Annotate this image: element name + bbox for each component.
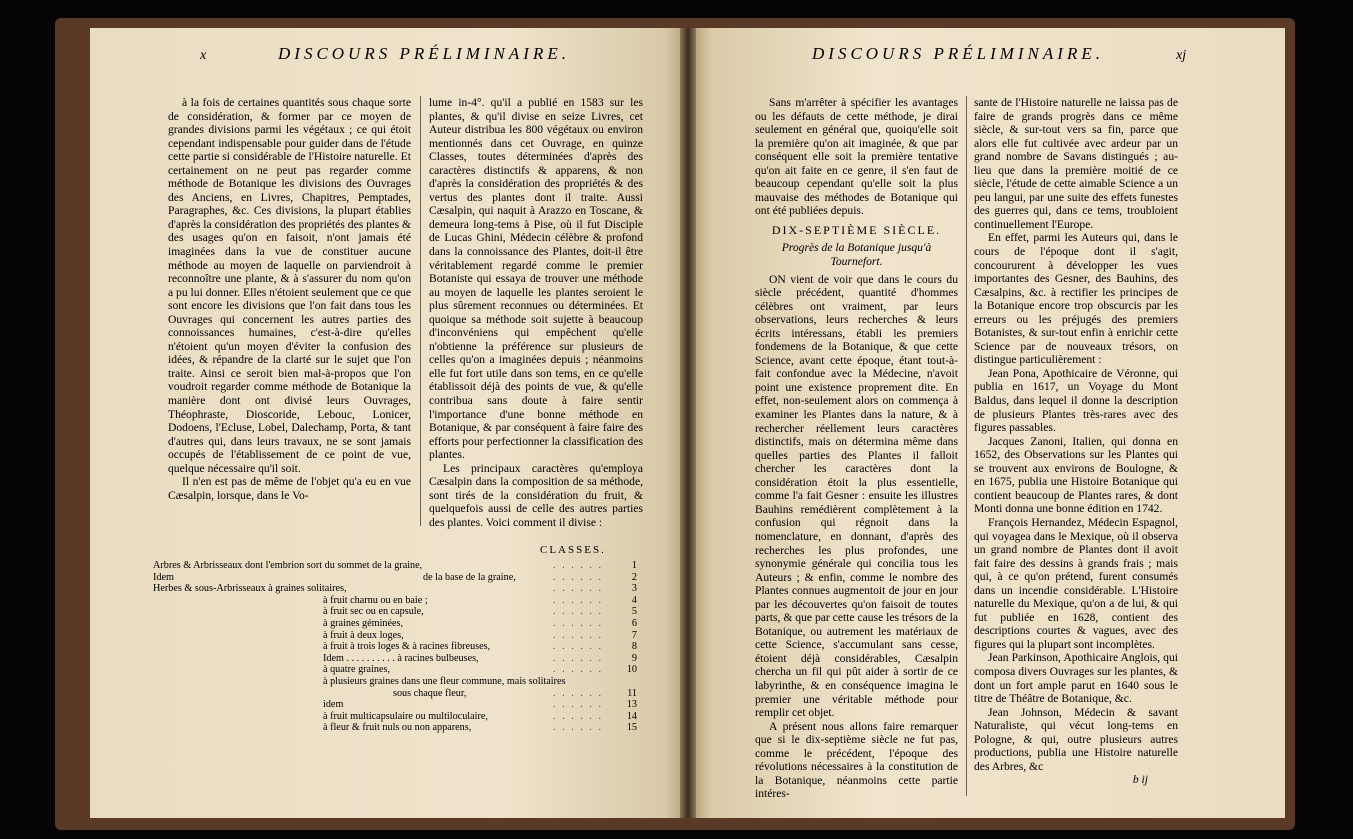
table-row-class-number: 14 bbox=[626, 710, 637, 722]
table-row-description: à fruit à deux loges, bbox=[323, 629, 404, 641]
table-row-lead: Herbes & sous-Arbrisseaux à graines solitaires, bbox=[153, 583, 347, 595]
table-row-class-number: 10 bbox=[626, 664, 637, 676]
right-col2-paragraph-6: Jean Parkinson, Apothicaire Anglois, qui composa divers Ouvrages sur les plantes, & dont un fort ample parut en 1640 sous le titre de Théâtre de Botanique, &c. bbox=[974, 651, 1178, 706]
signature-mark: b ij bbox=[1132, 773, 1148, 787]
table-row-class-number: 9 bbox=[631, 652, 637, 664]
table-row-class-number: 2 bbox=[631, 571, 637, 583]
table-row-description: sous chaque fleur, bbox=[393, 687, 467, 699]
table-row-class-number: 8 bbox=[631, 641, 637, 653]
right-running-head: DISCOURS PRÉLIMINAIRE. bbox=[812, 44, 1104, 63]
table-row-class-number: 3 bbox=[631, 583, 637, 595]
table-row bbox=[153, 641, 643, 653]
right-folio: xj bbox=[1176, 48, 1187, 63]
table-row-leader-dots: . . . . . . bbox=[553, 710, 604, 722]
left-col1-paragraph-2: Il n'en est pas de même de l'objet qu'a eu en vue Cæsalpin, lorsque, dans le Vo- bbox=[168, 475, 411, 502]
table-row bbox=[153, 699, 643, 711]
right-col2-paragraph-1: sante de l'Histoire naturelle ne laissa pas de faire de grands progrès dans ce même siècle, & sur-tout vers sa fin, parce que alors elle fut cultivée avec ardeur par un grand nombre de Savans distingués ; au-lieu que dans la première moitié de ce siècle, l'étude de cette aimable Science a un peu langui, par une suite des effets funestes des guerres qui, dans ce tems, troubloient continuellement l'Europe. bbox=[974, 96, 1178, 231]
table-row-lead: Arbres & Arbrisseaux dont l'embrion sort du sommet de la graine, bbox=[153, 560, 423, 571]
table-row bbox=[153, 722, 643, 734]
table-row-leader-dots: . . . . . . bbox=[553, 629, 604, 641]
table-row-class-number: 1 bbox=[631, 560, 637, 571]
table-row-leader-dots: . . . . . . bbox=[553, 699, 604, 711]
table-row-description: à graines géminées, bbox=[323, 617, 404, 629]
table-row bbox=[153, 664, 643, 676]
table-row bbox=[153, 711, 643, 723]
table-row bbox=[153, 688, 643, 700]
table-row-description: à fleur & fruit nuls ou non apparens, bbox=[323, 722, 472, 734]
left-column-1 bbox=[168, 96, 411, 502]
right-col1-intro: Sans m'arrêter à spécifier les avantages ou les défauts de cette méthode, je dirai seulement en général que, quoiqu'elle soit la première qu'on ait imaginée, & que par conséquent elle soit la première tentative qu'on ait faite en ce genre, il s'en faut de beaucoup cependant qu'elle soit la plus mauvaise des méthodes de Botanique qui ont été publiées depuis. bbox=[755, 96, 958, 218]
table-row-description: à fruit charnu ou en baie ; bbox=[323, 594, 428, 606]
table-row-leader-dots: . . . . . . bbox=[553, 652, 604, 664]
table-row-description: Idem . . . . . . . . . . à racines bulbeuses, bbox=[323, 652, 479, 664]
table-row bbox=[153, 560, 643, 572]
table-row bbox=[153, 676, 643, 688]
table-row bbox=[153, 630, 643, 642]
table-row-leader-dots: . . . . . . bbox=[553, 571, 604, 583]
table-row-class-number: 11 bbox=[627, 687, 637, 699]
table-row-leader-dots: . . . . . . bbox=[553, 583, 604, 595]
table-row-lead: Idem bbox=[153, 571, 174, 583]
table-row-leader-dots: . . . . . . bbox=[553, 722, 604, 734]
right-col1-paragraph-1: ON vient de voir que dans le cours du siècle précédent, quantité d'hommes célèbres ont vraiment, par leurs observations, leurs recherches & leurs écrits intéressans, établi les premiers fondemens de la Botanique, & que cette Science, avant cette époque, étant tout-à-fait confondue avec la Médecine, n'avoit point une existence proprement dite. En effet, non-seulement alors on commença à examiner les Plantes dans la nature, & à rechercher réellement leurs caractères distinctifs, mais on détermina même dans quelles parties des Plantes il falloit chercher les caractères dont la considération étoit la plus essentielle, comme l'a fait Gesner : ensuite les illustres Bauhins remédièrent complètement à la confusion qui régnoit dans la nomenclature, en donnant, d'après des recherches les plus profondes, une synonymie générale qui concilia tous les Auteurs ; & enfin, comme le nombre des Plantes connues augmentoit de jour en jour par les découvertes qu'on faisoit de toutes parts, & que par cette cause les trésors de la Botanique, ou autrement les matériaux de cette Science, s'accumulant sans cesse, étoient déjà considérables, Cæsalpin chercha un fil qui pût aider à sortir de ce labyrinthe, & en conséquence imagina le premier une véritable méthode pour remplir cet objet. bbox=[755, 272, 958, 720]
table-row bbox=[153, 595, 643, 607]
table-row bbox=[153, 583, 643, 595]
right-col2-paragraph-5: François Hernandez, Médecin Espagnol, qui voyagea dans le Mexique, où il observa un grand nombre de Plantes dont il avoit fait faire des dessins à grands frais ; mais qui, à ce qu'on prétend, furent consumés dans un incendie considérable. L'Histoire naturelle du Mexique, qu'on a de lui, & qui fut publiée en 1628, contient des descriptions courtes & vagues, avec des figures qui la plupart sont incomplètes. bbox=[974, 515, 1178, 651]
table-row-leader-dots: . . . . . . bbox=[553, 687, 604, 699]
right-col1-paragraph-2: A présent nous allons faire remarquer que si le dix-septième siècle ne fut pas, comme le précédent, l'époque des révolutions nécessaires à la constitution de la Botanique, néanmoins cette partie intéres- bbox=[755, 719, 958, 801]
table-row bbox=[153, 606, 643, 618]
book-gutter bbox=[680, 28, 696, 818]
table-row-class-number: 4 bbox=[631, 594, 637, 606]
table-row bbox=[153, 653, 643, 665]
right-col2-paragraph-3: Jean Pona, Apothicaire de Véronne, qui publia en 1617, un Voyage du Mont Baldus, dans lequel il donne la description de plusieurs Plantes très-rares avec des figures passables. bbox=[974, 366, 1178, 435]
right-col2-paragraph-4: Jacques Zanoni, Italien, qui donna en 1652, des Observations sur les Plantes qui se trouvent aux environs de Boulogne, & en 1675, publia une Histoire Botanique qui contient beaucoup de Plantes rares, & dont Monti donna une bonne édition en 1742. bbox=[974, 434, 1178, 516]
left-running-head: DISCOURS PRÉLIMINAIRE. bbox=[278, 44, 570, 63]
section-title: DIX-SEPTIÈME SIÈCLE. bbox=[771, 222, 942, 237]
table-row-leader-dots: . . . . . . bbox=[553, 617, 604, 629]
table-row-description: à fruit sec ou en capsule, bbox=[323, 606, 424, 618]
left-col2-paragraph-1: lume in-4°. qu'il a publié en 1583 sur les plantes, & qu'il divise en seize Livres, cet Auteur distribua les 800 végétaux ou environ mentionnés dans cet Ouvrage, en quinze Classes, toutes déterminées d'après des caractères distinctifs & apparens, & non d'après la considération des propriétés & des vertus des plantes dont il traite. Aussi Cæsalpin, qui naquit à Arazzo en Toscane, & demeura long-tems à Pise, où il fut Disciple de Lucas Ghini, Médecin célèbre & profond dans la connoissance des Plantes, doit-il être véritablement regardé comme le premier Botaniste qui essaya de trouver une méthode au moyen de laquelle les plantes seroient le plus sûrement reconnues ou déterminées. Et quoique sa méthode soit sujette à beaucoup d'inconvéniens qui empêchent qu'elle n'obtienne la préférence sur plusieurs de celles qu'on a imaginées depuis ; néanmoins elle fut fort utile dans son tems, en ce qu'elle établissoit déjà des points de vue, & qu'elle contribua sans doute à faire sentir l'importance d'une bonne méthode en Botanique, & par conséquent à faire faire des efforts pour perfectionner la classification des plantes. bbox=[429, 96, 643, 462]
table-row-class-number: 15 bbox=[626, 722, 637, 734]
table-row-class-number: 5 bbox=[631, 606, 637, 618]
table-row-leader-dots: . . . . . . bbox=[553, 641, 604, 653]
table-row-class-number: 7 bbox=[631, 629, 637, 641]
left-column-divider bbox=[420, 96, 421, 526]
left-col2-paragraph-2: Les principaux caractères qu'employa Cæsalpin dans la composition de sa méthode, sont tirés de la considération du fruit, & quelquefois aussi de celle des autres parties des plantes. Voici comment il divise : bbox=[429, 461, 643, 529]
table-row-leader-dots: . . . . . . bbox=[553, 664, 604, 676]
table-row bbox=[153, 572, 643, 584]
table-row-description: à fruit multicapsulaire ou multiloculaire, bbox=[323, 710, 488, 722]
table-row-leader-dots: . . . . . . bbox=[553, 606, 604, 618]
right-column-2 bbox=[974, 96, 1178, 787]
classes-table bbox=[153, 560, 643, 734]
table-row-class-number: 13 bbox=[626, 699, 637, 711]
left-col1-paragraph-1: à la fois de certaines quantités sous chaque sorte de considération, & former par ce moyen de grandes divisions parmi les végétaux ; ce qui étoit cependant indispensable pour guider dans de l'étude cette partie si considérable de l'Histoire naturelle. Et certainement on ne peut pas regarder comme méthode de Botanique les divisions des Ouvrages des Anciens, en Livres, Chapitres, Pemptades, Paragraphes, &c. Ces divisions, la plupart établies d'après la considération des propriétés des plantes & des usages qu'on en faisoit, n'ont jamais été imaginées dans la vue de constituer aucune méthode au moyen de laquelle on parviendroit à reconnoître une plante, & à s'assurer du nom qu'on a pu lui donner. Elles n'étoient seulement que ce que sont encore les divisions que l'on fait dans tous les Ouvrages qui concernent les autres parties des connoissances humaines, c'est-à-dire qu'elles n'étoient qu'un moyen d'éviter la confusion des idées, & répandre de la clarté sur le sujet que l'on traite. Ainsi ce seroit bien mal-à-propos que l'on voudroit regarder comme méthode de Botanique la manière dont ont divisé leurs Ouvrages, Théophraste, Dioscoride, Lebouc, Lonicer, Dodoens, l'Ecluse, Lobel, Dalechamp, Porta, & tant d'autres qui, dans leurs travaux, ne se sont jamais occupés de l'établissement de ce point de vue, quelque nécessaire qu'il soit. bbox=[168, 96, 411, 475]
section-subtitle: Progrès de la Botanique jusqu'à Tournefort. bbox=[781, 241, 932, 269]
table-row-description: idem bbox=[323, 699, 344, 711]
right-column-1 bbox=[755, 96, 958, 801]
table-row-description: de la base de la graine, bbox=[423, 571, 516, 583]
left-folio: x bbox=[200, 48, 207, 63]
table-row bbox=[153, 618, 643, 630]
right-col2-paragraph-7: Jean Johnson, Médecin & savant Naturaliste, qui vécut long-tems en Pologne, & qui, outre plusieurs autres productions, publia une Histoire naturelle des Arbres, &c bbox=[974, 705, 1178, 773]
table-row-class-number: 6 bbox=[631, 617, 637, 629]
left-column-2 bbox=[429, 96, 643, 530]
table-row-leader-dots: . . . . . . bbox=[553, 594, 604, 606]
classes-table-header: CLASSES. bbox=[540, 544, 606, 556]
table-row-leader-dots: . . . . . . bbox=[553, 560, 604, 571]
right-col2-paragraph-2: En effet, parmi les Auteurs qui, dans le cours de l'époque dont il s'agit, concoururent à développer les vues importantes des Gesner, des Bauhins, des Cæsalpins, &c. à rectifier les principes de la Botanique encore trop obscurcis par les erreurs ou les préjugés des premiers Botanistes, & sur-tout enfin à enrichir cette Science par de nouveaux trésors, on distingue particulièrement : bbox=[974, 231, 1178, 367]
table-row-description: à fruit à trois loges & à racines fibreuses, bbox=[323, 641, 491, 653]
table-row-description: à quatre graines, bbox=[323, 664, 391, 676]
table-row-description: à plusieurs graines dans une fleur commune, mais solitaires bbox=[323, 675, 566, 687]
right-column-divider bbox=[966, 96, 967, 796]
